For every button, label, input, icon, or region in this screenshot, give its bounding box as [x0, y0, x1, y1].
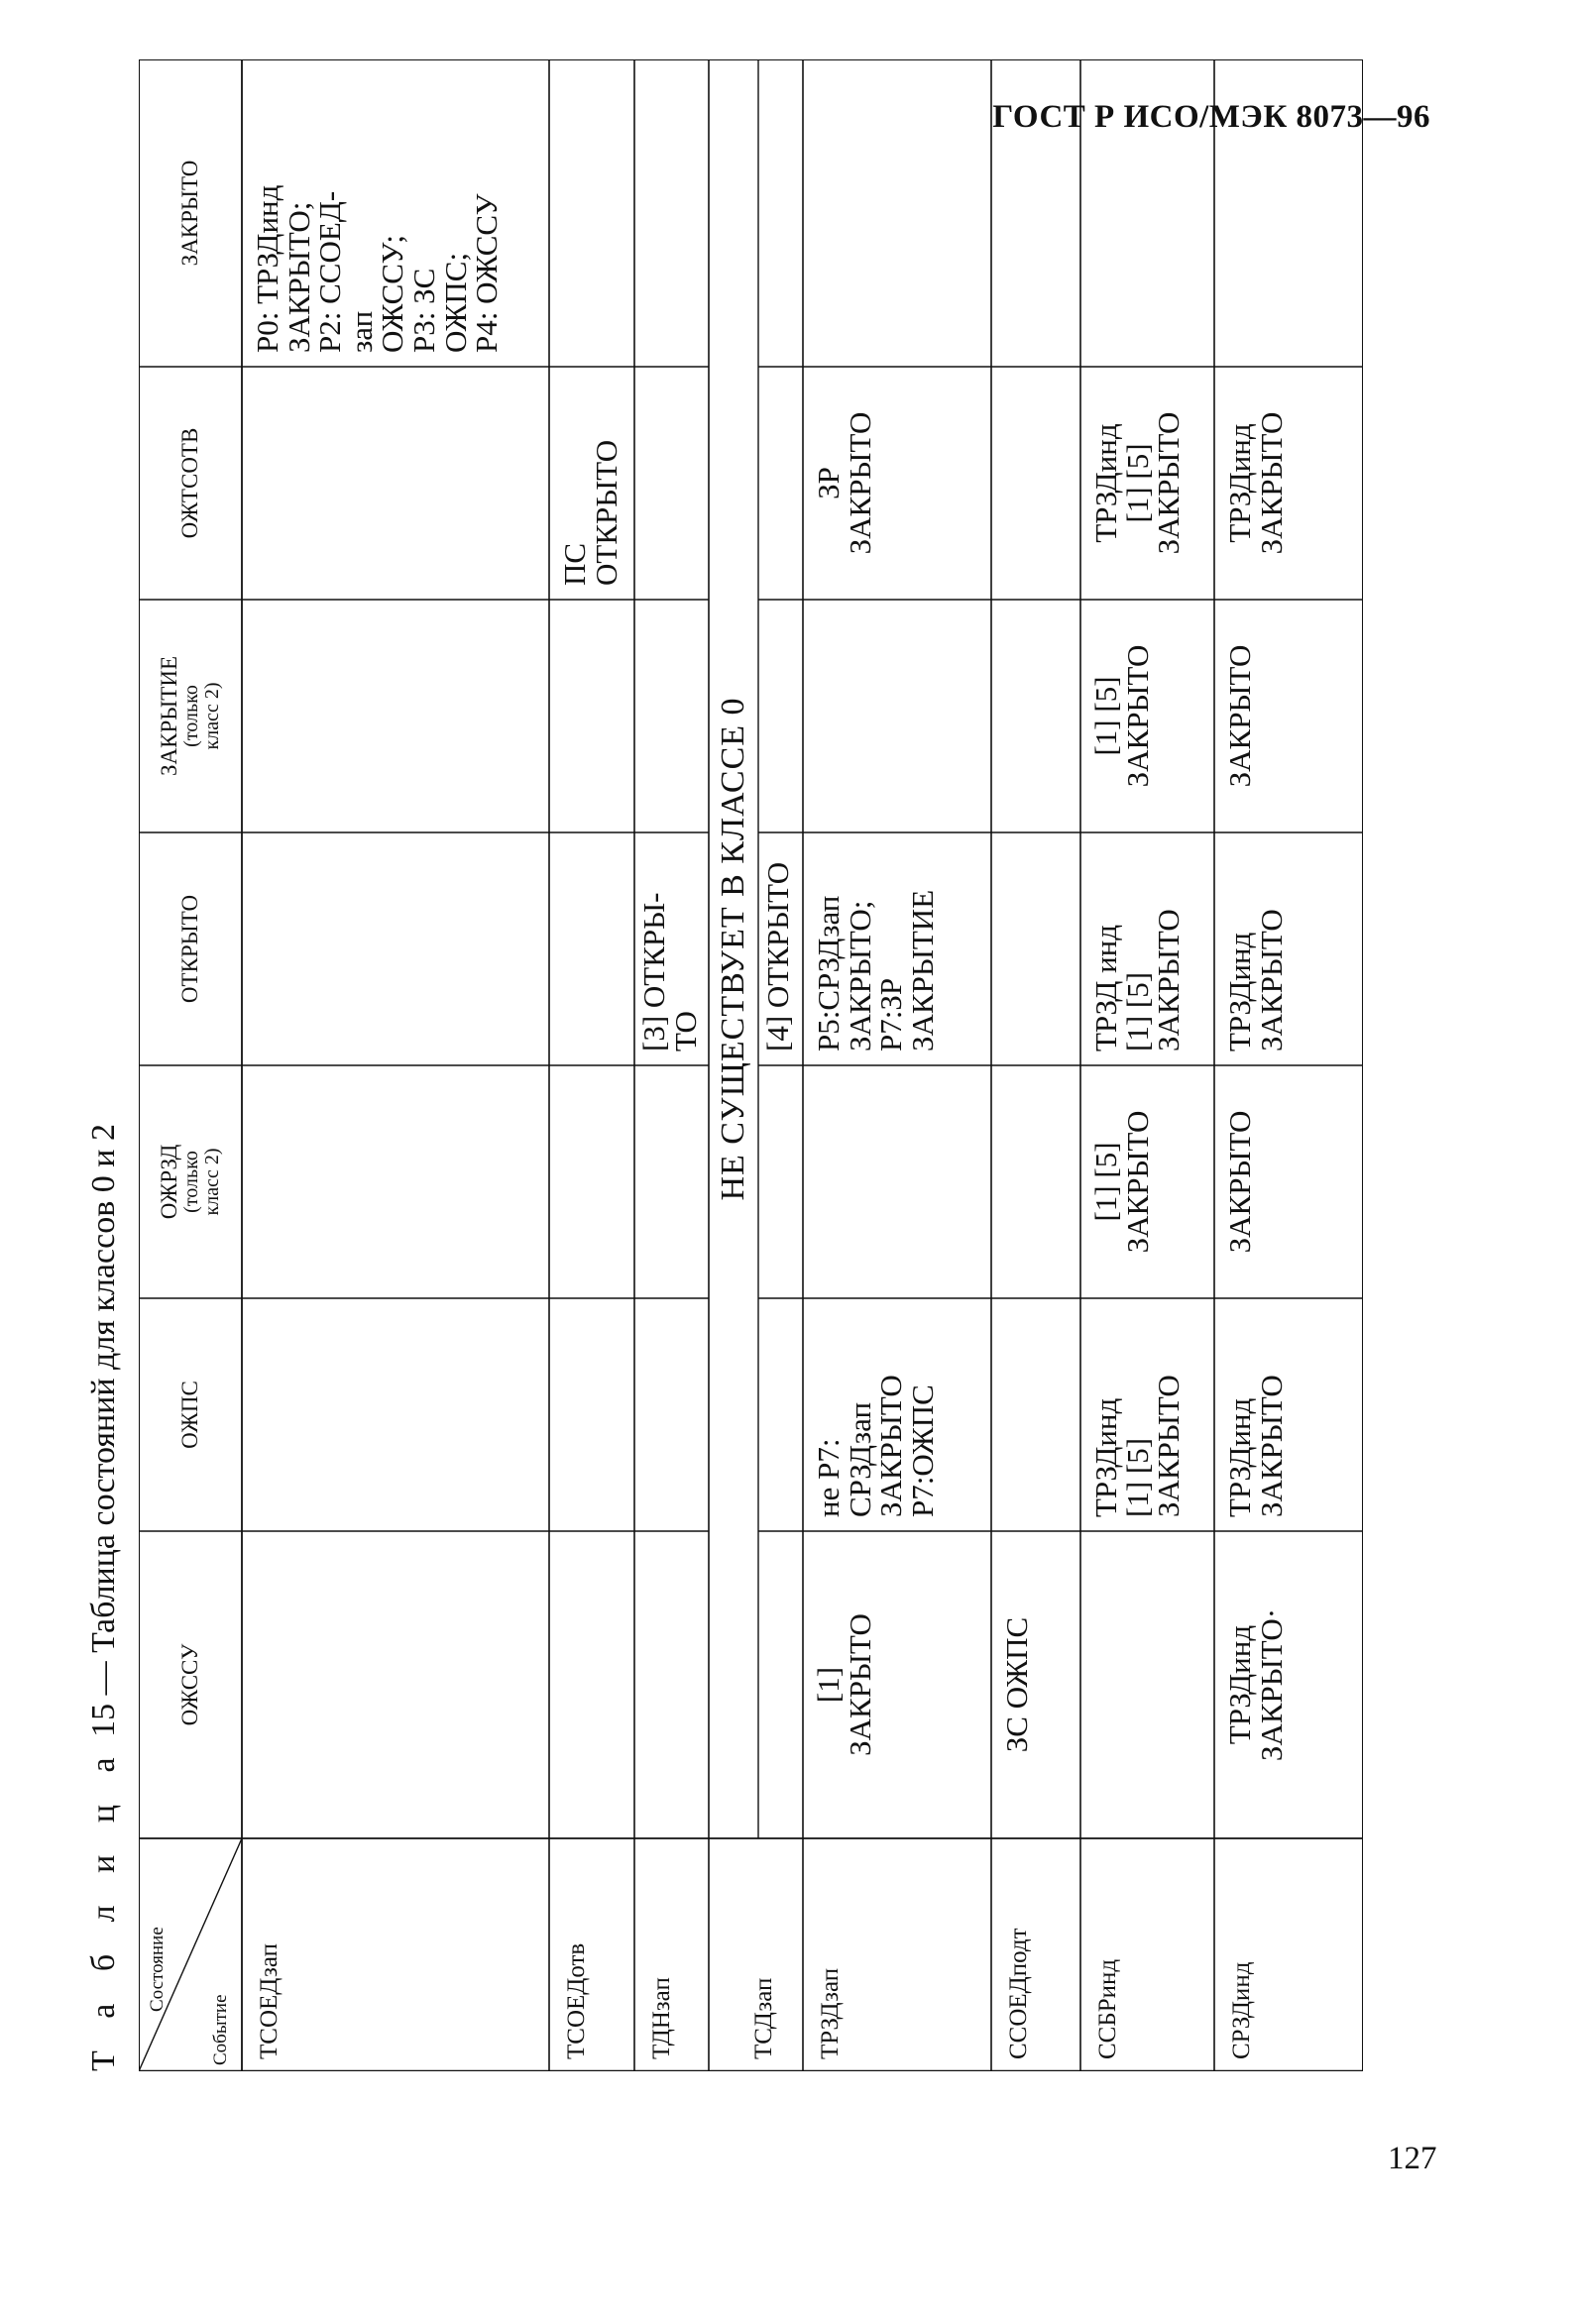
table-cell: [3] ОТКРЫ- ТО — [636, 892, 703, 1051]
table-cell: [1] [5] ЗАКРЫТО — [1088, 1110, 1155, 1254]
table-cell: [1] ЗАКРЫТО — [811, 1613, 877, 1756]
column-header-ozhtsotv — [139, 367, 242, 600]
table-caption-text: 15 — Таблица состояний для классов 0 и 2 — [85, 1124, 122, 1737]
column-header-ozhrzd — [139, 1065, 242, 1298]
state-table — [139, 59, 1363, 2071]
column-header-ozhps — [139, 1298, 242, 1531]
column-header-otkryto — [139, 832, 242, 1065]
column-header-label: ЗАКРЫТО — [176, 160, 202, 267]
column-header-note: (только класс 2) — [180, 682, 224, 750]
page-number: 127 — [1388, 2141, 1437, 2176]
column-header-label: ОЖРЗД — [156, 1144, 181, 1220]
column-header-label: ЗАКРЫТИЕ — [156, 655, 181, 777]
table-cell: Р0: ТРЗДинд ЗАКРЫТО; Р2: ССОЕД- зап ОЖССУ; Р3: ЗС ОЖПС; Р4: ОЖССУ — [250, 184, 505, 353]
row-label-ssbrind: ССБРинд — [1094, 1958, 1121, 2059]
column-header-label: ОЖПС — [176, 1381, 202, 1449]
table-cell: ТРЗДинд [1] [5] ЗАКРЫТО — [1088, 1375, 1187, 1517]
column-header-note: (только класс 2) — [180, 1148, 224, 1216]
table-cell: ЗС ОЖПС — [999, 1616, 1034, 1753]
table-caption — [69, 1124, 139, 2071]
table-cell: ЗАКРЫТО — [1222, 1110, 1257, 1254]
row-label-srzdind: СРЗДинд — [1228, 1961, 1255, 2059]
row-label-tsoedotv: ТСОЕДотв — [563, 1942, 590, 2059]
table-cell: ЗАКРЫТО — [1222, 644, 1257, 788]
row-label-tdnzap: ТДНзап — [648, 1977, 675, 2059]
corner-header-state: Состояние — [147, 1927, 168, 2012]
rotated-table-area — [69, 59, 1363, 2071]
table-cell: ПС ОТКРЫТО — [557, 439, 623, 586]
table-cell: ТРЗДинд ЗАКРЫТО — [1222, 909, 1289, 1051]
table-caption-prefix: Т а б л и ц а — [85, 1745, 122, 2071]
column-header-zakrytie — [139, 600, 242, 832]
table-cell: [1] [5] ЗАКРЫТО — [1088, 644, 1155, 788]
column-header-zakryto — [139, 59, 242, 367]
table-cell: [4] ОТКРЫТО — [760, 861, 795, 1051]
class0-banner: НЕ СУЩЕСТВУЕТ В КЛАССЕ 0 — [715, 697, 751, 1201]
document-header: ГОСТ Р ИСО/МЭК 8073—96 — [992, 99, 1430, 135]
column-header-label: ОЖТСОТВ — [176, 427, 202, 539]
table-cell: ТРЗДинд [1] [5] ЗАКРЫТО — [1088, 411, 1187, 555]
column-header-label: ОТКРЫТО — [176, 894, 202, 1004]
row-label-tsoedzap: ТСОЕДзап — [256, 1943, 283, 2059]
table-cell: ТРЗД инд [1] [5] ЗАКРЫТО — [1088, 909, 1187, 1051]
table-cell: ЗР ЗАКРЫТО — [811, 411, 877, 555]
row-label-tsdzap: ТСДзап — [750, 1977, 777, 2059]
table-cell: ТРЗДинд ЗАКРЫТО — [1222, 1375, 1289, 1517]
table-cell: не Р7: СРЗДзап ЗАКРЫТО Р7:ОЖПС — [811, 1375, 940, 1517]
column-header-label: ОЖССУ — [176, 1643, 202, 1726]
table-cell: ТРЗДинд ЗАКРЫТО — [1222, 411, 1289, 555]
table-cell: Р5:СРЗДзап ЗАКРЫТО; Р7:ЗР ЗАКРЫТИЕ — [811, 889, 940, 1051]
row-label-ssoedpodt: ССОЕДподт — [1005, 1928, 1032, 2059]
column-header-ozhssu — [139, 1531, 242, 1838]
table-cell: ТРЗДинд ЗАКРЫТО· — [1222, 1607, 1289, 1762]
corner-header-event: Событие — [210, 1994, 231, 2065]
row-label-trzdzap: ТРЗДзап — [817, 1967, 844, 2059]
